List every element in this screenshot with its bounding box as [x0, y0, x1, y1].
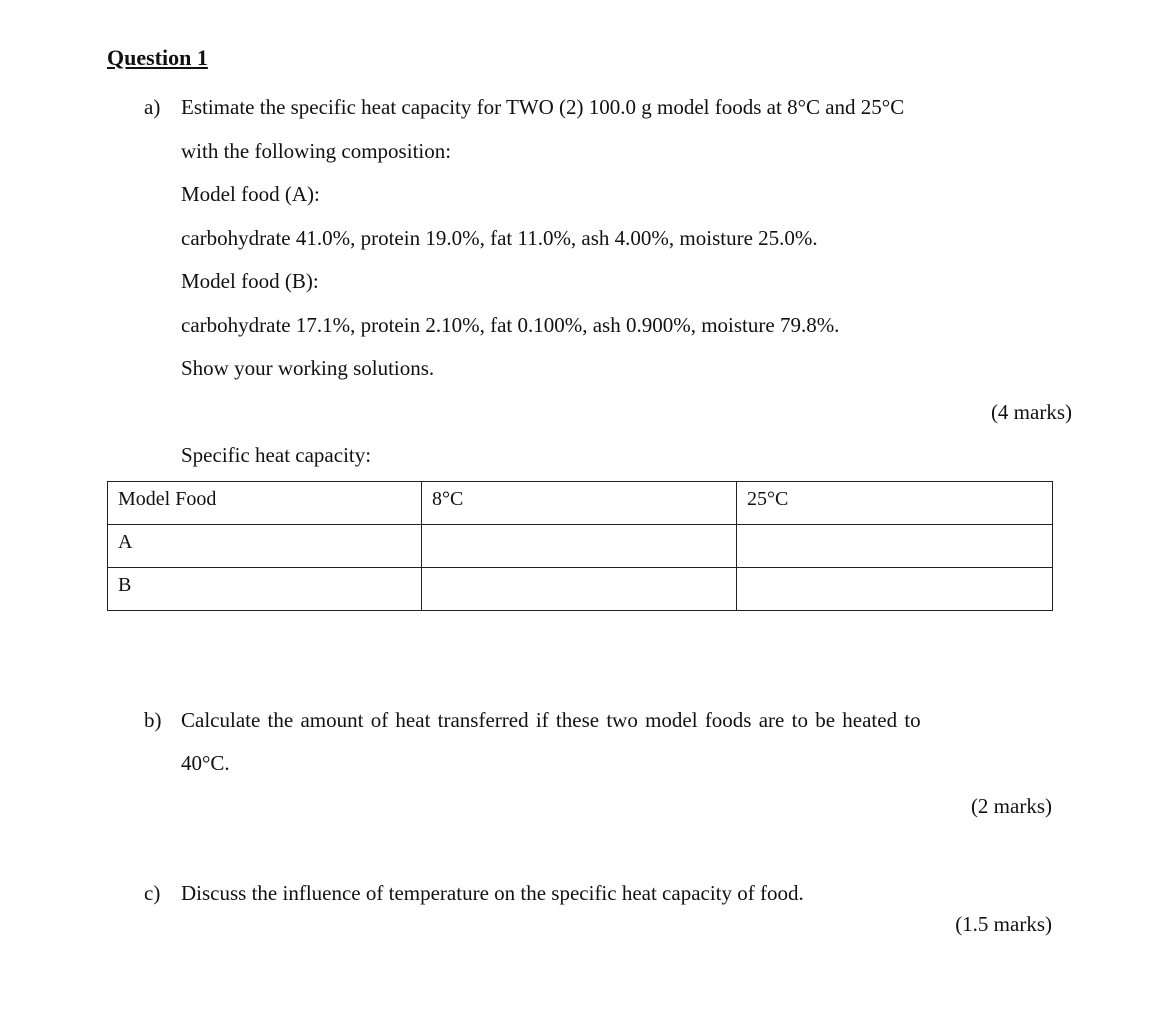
part-c-label: c) — [144, 881, 161, 905]
part-a-marks: (4 marks) — [990, 400, 1072, 424]
question-title: Question 1 — [107, 45, 208, 70]
table-row — [108, 525, 1053, 568]
cell-b-8c — [422, 568, 737, 611]
model-food-b-heading: Model food (B): — [181, 269, 319, 293]
part-b-marks: (2 marks) — [970, 794, 1052, 818]
part-c-line: Discuss the influence of temperature on the specific heat capacity of food. — [181, 881, 804, 905]
cell-a-8c — [422, 525, 737, 568]
row-label: B — [108, 568, 422, 611]
part-c-marks: (1.5 marks) — [955, 912, 1052, 936]
part-a-label: a) — [144, 95, 161, 119]
header-25c: 25°C — [737, 482, 1053, 525]
part-a-line: Estimate the specific heat capacity for TWO (2) 100.0 g model foods at 8°C and 25°C — [181, 95, 905, 119]
part-b-label: b) — [144, 708, 162, 732]
part-b-line: 40°C. — [181, 751, 230, 775]
table-caption: Specific heat capacity: — [181, 443, 372, 467]
cell-a-25c — [737, 525, 1053, 568]
row-label: A — [108, 525, 422, 568]
header-model-food: Model Food — [108, 482, 422, 525]
table-row — [108, 568, 1053, 611]
part-a-line: with the following composition: — [181, 139, 452, 163]
cell-b-25c — [737, 568, 1053, 611]
part-b-line: Calculate the amount of heat transferred if these two model foods are to be heated to — [181, 708, 921, 732]
model-food-b-composition: carbohydrate 17.1%, protein 2.10%, fat 0.100%, ash 0.900%, moisture 79.8%. — [181, 313, 840, 337]
header-8c: 8°C — [422, 482, 737, 525]
specific-heat-table — [107, 481, 1053, 611]
part-a-instruction: Show your working solutions. — [181, 356, 435, 380]
table-header-row — [108, 482, 1053, 525]
model-food-a-composition: carbohydrate 41.0%, protein 19.0%, fat 11.0%, ash 4.00%, moisture 25.0%. — [181, 226, 818, 250]
model-food-a-heading: Model food (A): — [181, 182, 320, 206]
